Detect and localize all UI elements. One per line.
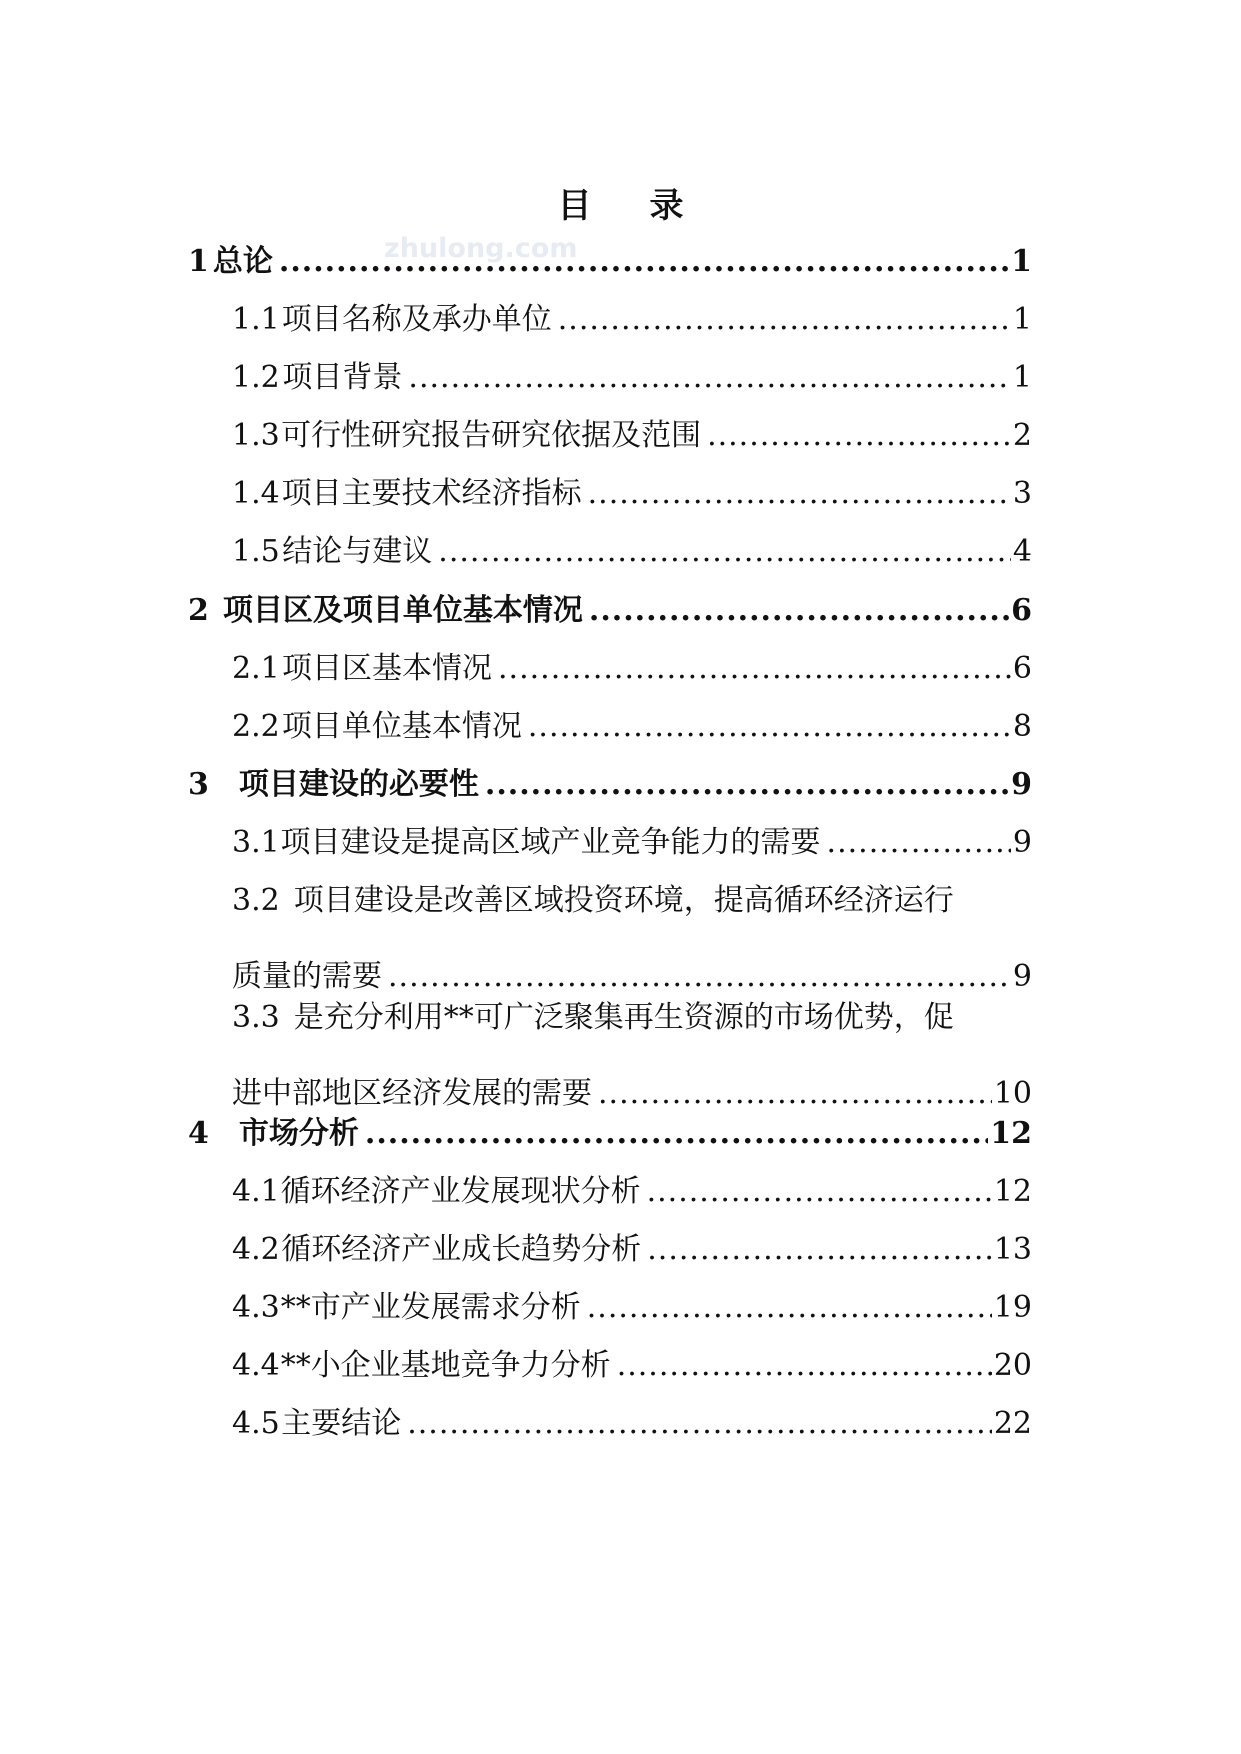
toc-entry-number: 2.2 bbox=[232, 709, 280, 744]
toc-entry-3-3[interactable] bbox=[232, 992, 1032, 1112]
toc-entry-chapter-2[interactable] bbox=[188, 585, 1032, 629]
toc-entry-page: 3 bbox=[1012, 476, 1032, 511]
toc-leader-dots bbox=[598, 1076, 992, 1111]
toc-entry-text: 项目背景 bbox=[282, 360, 403, 395]
toc-entry-1-5[interactable] bbox=[232, 526, 1032, 570]
toc-entry-page: 20 bbox=[993, 1348, 1032, 1383]
toc-entry-text: 循环经济产业发展现状分析 bbox=[280, 1174, 641, 1209]
toc-entry-number: 3.1 bbox=[232, 825, 280, 860]
toc-entry-text: 项目主要技术经济指标 bbox=[281, 476, 582, 511]
toc-entry-number: 4.5 bbox=[232, 1406, 280, 1441]
toc-entry-text: 循环经济产业成长趋势分析 bbox=[281, 1232, 642, 1267]
toc-entry-1-4[interactable] bbox=[232, 468, 1032, 512]
toc-entry-2-1[interactable] bbox=[232, 643, 1032, 687]
toc-entry-line2 bbox=[232, 951, 1032, 995]
toc-entry-text: 项目建设是改善区域投资环境，提高循环经济运行 bbox=[293, 883, 954, 918]
toc-entry-4-4[interactable] bbox=[232, 1340, 1032, 1384]
toc-entry-page: 1 bbox=[1012, 302, 1032, 337]
toc-entry-text: 项目名称及承办单位 bbox=[281, 302, 552, 337]
watermark-text: zhulong.com bbox=[384, 233, 578, 264]
toc-leader-dots bbox=[279, 244, 1009, 279]
toc-entry-number: 2.1 bbox=[232, 651, 280, 686]
toc-entry-text: 总论 bbox=[212, 244, 273, 279]
toc-entry-text: **市产业发展需求分析 bbox=[280, 1290, 581, 1325]
toc-entry-page: 9 bbox=[1012, 959, 1032, 994]
toc-entry-page: 8 bbox=[1012, 709, 1032, 744]
toc-entry-line2 bbox=[232, 1068, 1032, 1112]
toc-entry-page: 22 bbox=[993, 1406, 1032, 1441]
toc-leader-dots bbox=[707, 418, 1011, 453]
toc-entry-4-1[interactable] bbox=[232, 1166, 1032, 1210]
toc-entry-text: 主要结论 bbox=[281, 1406, 402, 1441]
toc-title-part1: 目 bbox=[557, 186, 592, 226]
toc-entry-page: 19 bbox=[993, 1290, 1032, 1325]
toc-leader-dots bbox=[438, 534, 1011, 569]
toc-entry-page: 9 bbox=[1012, 825, 1032, 860]
toc-entry-number: 1.2 bbox=[232, 360, 280, 395]
toc-entry-text: 市场分析 bbox=[238, 1116, 359, 1151]
toc-leader-dots bbox=[407, 1406, 992, 1441]
toc-entry-4-2[interactable] bbox=[232, 1224, 1032, 1268]
toc-entry-page: 1 bbox=[1011, 244, 1032, 279]
toc-entry-number: 4.2 bbox=[232, 1232, 280, 1267]
toc-leader-dots bbox=[588, 476, 1011, 511]
toc-title-part2: 录 bbox=[649, 186, 684, 226]
toc-leader-dots bbox=[647, 1174, 992, 1209]
toc-entry-1-2[interactable] bbox=[232, 352, 1032, 396]
toc-entry-number: 4.4 bbox=[232, 1348, 280, 1383]
toc-entry-chapter-3[interactable] bbox=[188, 759, 1032, 803]
toc-entry-number: 3 bbox=[188, 767, 209, 802]
toc-entry-page: 12 bbox=[993, 1174, 1032, 1209]
toc-entry-4-5[interactable] bbox=[232, 1398, 1032, 1442]
toc-entry-number: 1.1 bbox=[232, 302, 280, 337]
toc-leader-dots bbox=[528, 709, 1011, 744]
toc-entry-page: 12 bbox=[990, 1116, 1032, 1151]
toc-leader-dots bbox=[408, 360, 1010, 395]
toc-leader-dots bbox=[827, 825, 1011, 860]
toc-entry-line1 bbox=[232, 992, 1032, 1036]
toc-entry-number: 3.3 bbox=[232, 1000, 280, 1035]
toc-entry-number: 4 bbox=[188, 1116, 209, 1151]
toc-entry-page: 6 bbox=[1012, 651, 1032, 686]
toc-entry-3-1[interactable] bbox=[232, 817, 1032, 861]
toc-entry-text: 结论与建议 bbox=[282, 534, 433, 569]
toc-entry-number: 1 bbox=[188, 244, 209, 279]
toc-entry-3-2[interactable] bbox=[232, 875, 1032, 995]
toc-entry-page: 9 bbox=[1011, 767, 1032, 802]
toc-entry-text: 项目区及项目单位基本情况 bbox=[222, 593, 583, 628]
toc-entry-number: 3.2 bbox=[232, 883, 280, 918]
toc-entry-text-cont: 质量的需要 bbox=[232, 959, 382, 994]
toc-entry-page: 13 bbox=[993, 1232, 1032, 1267]
toc-entry-page: 10 bbox=[993, 1076, 1032, 1111]
toc-entry-page: 2 bbox=[1012, 418, 1032, 453]
toc-entry-1-1[interactable] bbox=[232, 294, 1032, 338]
toc-entry-page: 6 bbox=[1011, 593, 1032, 628]
toc-entry-chapter-4[interactable] bbox=[188, 1108, 1032, 1152]
toc-entry-4-3[interactable] bbox=[232, 1282, 1032, 1326]
toc-entry-line1 bbox=[232, 875, 1032, 919]
toc-entry-text-cont: 进中部地区经济发展的需要 bbox=[232, 1076, 592, 1111]
toc-leader-dots bbox=[498, 651, 1011, 686]
toc-entry-text: 项目单位基本情况 bbox=[281, 709, 522, 744]
toc-entry-page: 1 bbox=[1012, 360, 1032, 395]
toc-entry-text: 是充分利用**可广泛聚集再生资源的市场优势，促 bbox=[293, 1000, 954, 1035]
toc-entry-number: 1.4 bbox=[232, 476, 280, 511]
toc-entry-text: 项目建设是提高区域产业竞争能力的需要 bbox=[280, 825, 821, 860]
toc-entry-1-3[interactable] bbox=[232, 410, 1032, 454]
toc-entry-page: 4 bbox=[1012, 534, 1032, 569]
toc-leader-dots bbox=[365, 1116, 988, 1151]
toc-title bbox=[0, 178, 1241, 227]
toc-entry-number: 1.5 bbox=[232, 534, 280, 569]
toc-leader-dots bbox=[587, 1290, 992, 1325]
toc-leader-dots bbox=[558, 302, 1011, 337]
toc-leader-dots bbox=[617, 1348, 992, 1383]
toc-leader-dots bbox=[388, 959, 1011, 994]
toc-leader-dots bbox=[647, 1232, 992, 1267]
toc-leader-dots bbox=[589, 593, 1009, 628]
toc-leader-dots bbox=[485, 767, 1009, 802]
toc-entry-text: **小企业基地竞争力分析 bbox=[280, 1348, 611, 1383]
toc-entry-chapter-1[interactable] bbox=[188, 236, 1032, 280]
toc-entry-number: 1.3 bbox=[232, 418, 280, 453]
toc-entry-number: 4.3 bbox=[232, 1290, 280, 1325]
toc-entry-number: 2 bbox=[188, 593, 209, 628]
toc-entry-text: 项目建设的必要性 bbox=[238, 767, 479, 802]
toc-entry-2-2[interactable] bbox=[232, 701, 1032, 745]
toc-entry-text: 项目区基本情况 bbox=[282, 651, 493, 686]
toc-entry-number: 4.1 bbox=[232, 1174, 280, 1209]
toc-entry-text: 可行性研究报告研究依据及范围 bbox=[281, 418, 702, 453]
